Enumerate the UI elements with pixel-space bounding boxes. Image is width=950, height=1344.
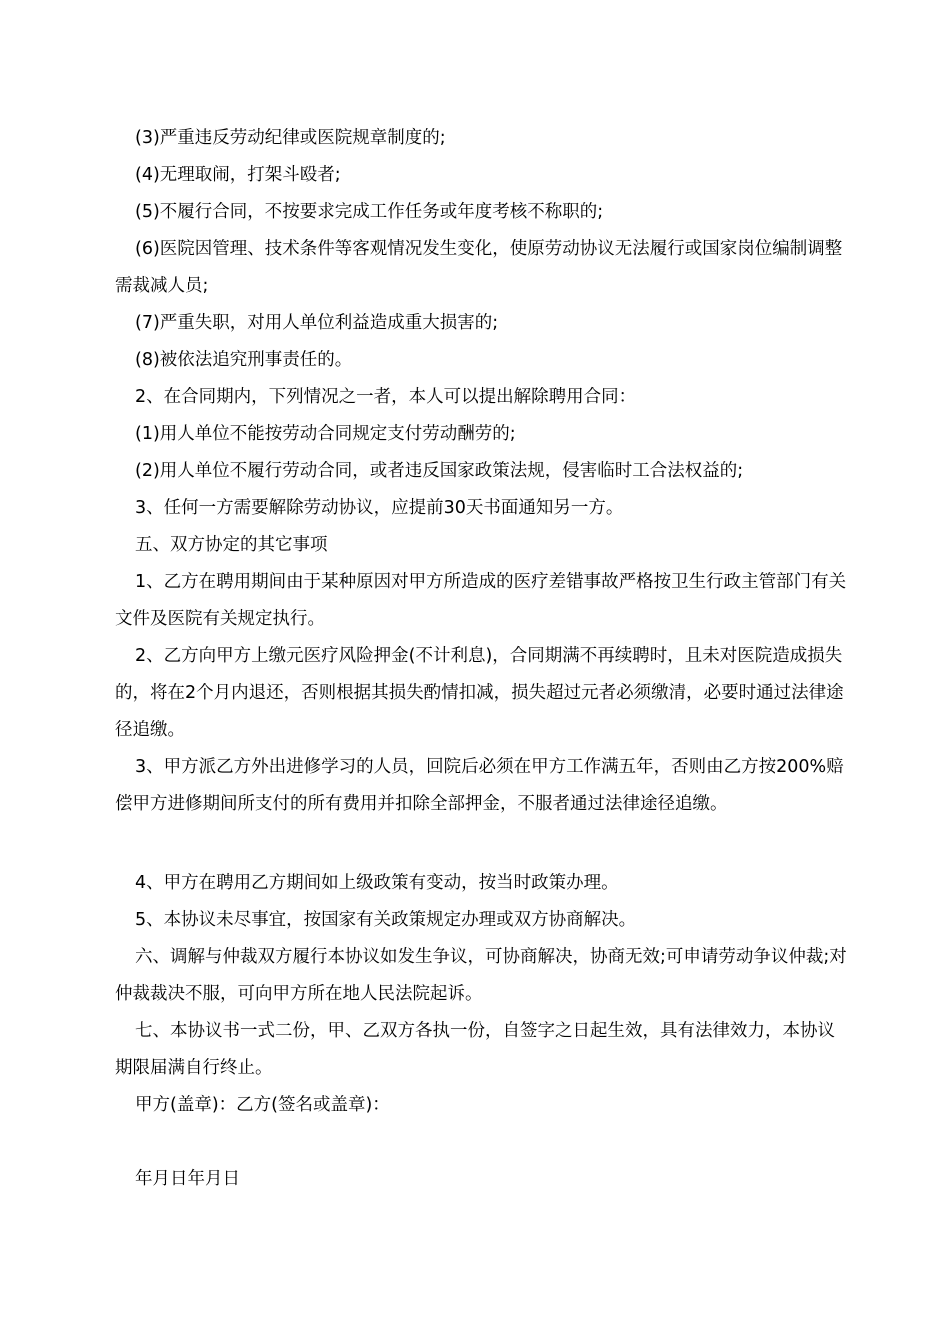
section-3-notice-period: 3、任何一方需要解除劳动协议，应提前30天书面通知另一方。 (135, 498, 624, 518)
heading-other-matters: 五、双方协定的其它事项 (135, 535, 328, 555)
clause-1-unpaid-wages: (1)用人单位不能按劳动合同规定支付劳动酬劳的; (135, 424, 516, 444)
signature-line: 甲方(盖章)：乙方(签名或盖章)： (135, 1095, 390, 1115)
clause-6-objective-changes: (6)医院因管理、技术条件等客观情况发生变化，使原劳动协议无法履行或国家岗位编制调整需裁减人员; (115, 239, 843, 296)
matter-4-policy-changes: 4、甲方在聘用乙方期间如上级政策有变动，按当时政策办理。 (135, 873, 619, 893)
matter-1-medical-errors: 1、乙方在聘用期间由于某种原因对甲方所造成的医疗差错事故严格按卫生行政主管部门有关文件及医院有关规定执行。 (115, 572, 847, 629)
clause-3-serious-violation: (3)严重违反劳动纪律或医院规章制度的; (135, 128, 446, 148)
matter-3-training-service: 3、甲方派乙方外出进修学习的人员，回院后必须在甲方工作满五年，否则由乙方按200%赔偿甲方进修期间所支付的所有费用并扣除全部押金，不服者通过法律途径追缴。 (115, 757, 844, 814)
section-7-copies-effectiveness: 七、本协议书一式二份，甲、乙双方各执一份，自签字之日起生效，具有法律效力，本协议期限届满自行终止。 (115, 1021, 835, 1078)
blank-spacer (115, 823, 850, 865)
section-6-mediation-arbitration: 六、调解与仲裁双方履行本协议如发生争议，可协商解决，协商无效;可申请劳动争议仲裁;对仲裁裁决不服，可向甲方所在地人民法院起诉。 (115, 947, 847, 1004)
clause-8-criminal-liability: (8)被依法追究刑事责任的。 (135, 350, 353, 370)
section-2-employee-termination: 2、在合同期内，下列情况之一者，本人可以提出解除聘用合同： (135, 387, 637, 407)
matter-2-risk-deposit: 2、乙方向甲方上缴元医疗风险押金(不计利息)，合同期满不再续聘时，且未对医院造成损失的，将在2个月内退还，否则根据其损失酌情扣减，损失超过元者必须缴清，必要时通过法律途径追缴。 (115, 646, 844, 740)
clause-5-non-performance: (5)不履行合同，不按要求完成工作任务或年度考核不称职的; (135, 202, 604, 222)
blank-spacer (115, 1124, 850, 1161)
clause-2-breach-by-employer: (2)用人单位不履行劳动合同，或者违反国家政策法规，侵害临时工合法权益的; (135, 461, 744, 481)
date-line: 年月日年月日 (135, 1169, 240, 1189)
document-body (115, 120, 850, 1198)
clause-7-dereliction: (7)严重失职，对用人单位利益造成重大损害的; (135, 313, 499, 333)
matter-5-unresolved-matters: 5、本协议未尽事宜，按国家有关政策规定办理或双方协商解决。 (135, 910, 637, 930)
clause-4-disorderly-conduct: (4)无理取闹，打架斗殴者; (135, 165, 341, 185)
